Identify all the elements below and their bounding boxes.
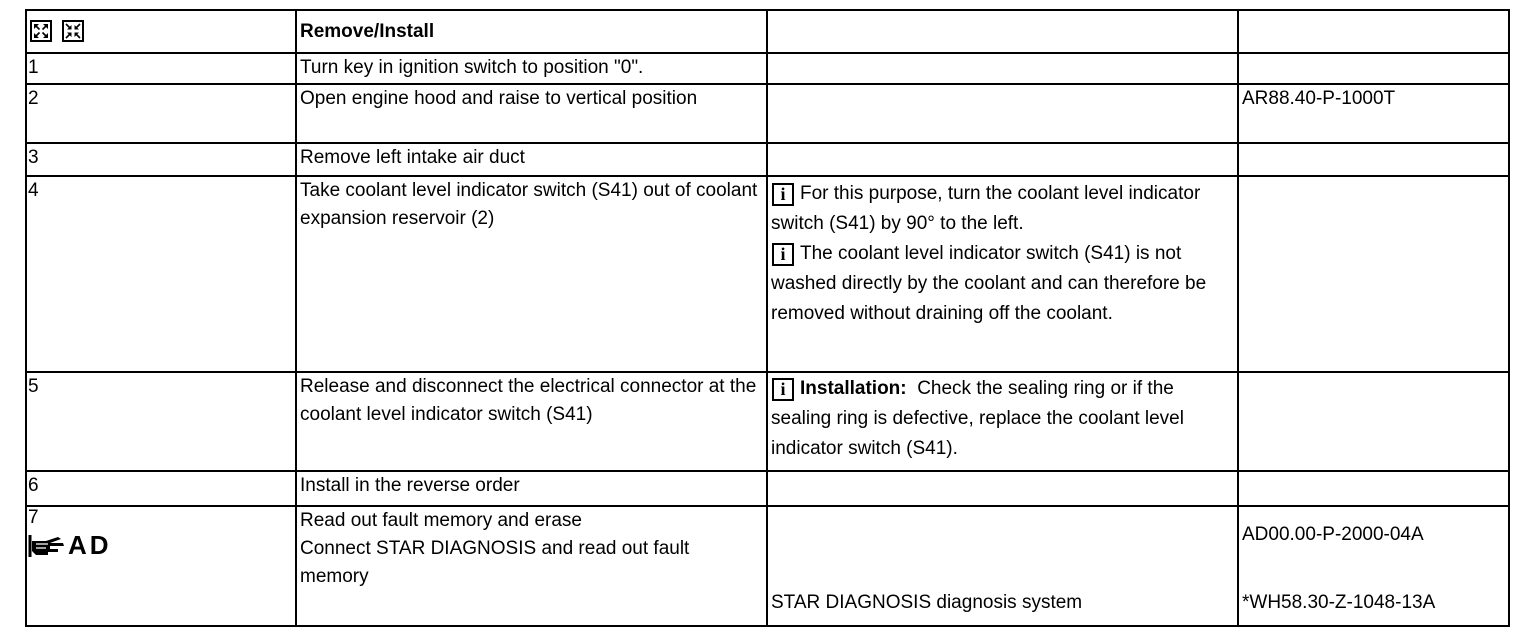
step-notes bbox=[767, 506, 1238, 626]
note-text: STAR DIAGNOSIS diagnosis system bbox=[771, 592, 1083, 613]
header-icons-cell bbox=[26, 10, 296, 53]
reference-link[interactable]: *WH58.30-Z-1048-13A bbox=[1242, 592, 1436, 613]
header-title: Remove/Install bbox=[296, 10, 767, 53]
header-refs-cell bbox=[1238, 10, 1509, 53]
step-refs bbox=[1238, 506, 1509, 626]
step-number: 3 bbox=[26, 143, 296, 176]
step-number: 6 bbox=[26, 471, 296, 506]
step-refs bbox=[1238, 471, 1509, 506]
step-number-cell bbox=[26, 506, 296, 626]
note-paragraph bbox=[771, 239, 1233, 329]
note-paragraph bbox=[771, 179, 1233, 239]
step-number: 1 bbox=[26, 53, 296, 84]
step-notes bbox=[767, 176, 1238, 372]
step-refs bbox=[1238, 53, 1509, 84]
table-row bbox=[26, 143, 1509, 176]
table-row bbox=[26, 372, 1509, 471]
note-label: Installation: bbox=[800, 378, 907, 399]
step-refs bbox=[1238, 143, 1509, 176]
step-notes bbox=[767, 372, 1238, 471]
note-text: Check the sealing ring or if the sealing ring is defective, replace the coolant level indicator switch (S41). bbox=[771, 378, 1184, 459]
reference-link[interactable]: AD00.00-P-2000-04A bbox=[1242, 524, 1424, 545]
step-action: Install in the reverse order bbox=[296, 471, 767, 506]
step-action bbox=[296, 506, 767, 626]
step-notes bbox=[767, 53, 1238, 84]
step-notes bbox=[767, 143, 1238, 176]
step-action: Take coolant level indicator switch (S41) out of coolant expansion reservoir (2) bbox=[296, 176, 767, 372]
pointing-hand-icon bbox=[28, 531, 66, 559]
step-action: Open engine hood and raise to vertical position bbox=[296, 84, 767, 143]
step-refs bbox=[1238, 372, 1509, 471]
ad-badge[interactable] bbox=[28, 531, 291, 559]
step-refs bbox=[1238, 176, 1509, 372]
step-number: 4 bbox=[26, 176, 296, 372]
info-icon: i bbox=[772, 243, 794, 266]
table-row bbox=[26, 84, 1509, 143]
step-action: Release and disconnect the electrical connector at the coolant level indicator switch (S41) bbox=[296, 372, 767, 471]
step-action: Turn key in ignition switch to position "0". bbox=[296, 53, 767, 84]
ad-badge-text: AD bbox=[68, 530, 112, 560]
expand-icon[interactable] bbox=[30, 20, 52, 42]
step-notes bbox=[767, 471, 1238, 506]
info-icon: i bbox=[772, 183, 794, 206]
note-text: For this purpose, turn the coolant level indicator switch (S41) by 90° to the left. bbox=[771, 183, 1201, 234]
info-icon: i bbox=[772, 378, 794, 401]
action-line: Read out fault memory and erase bbox=[300, 510, 582, 531]
table-header-row bbox=[26, 10, 1509, 53]
table-row bbox=[26, 471, 1509, 506]
procedure-table bbox=[25, 9, 1510, 627]
step-refs bbox=[1238, 84, 1509, 143]
step-number: 2 bbox=[26, 84, 296, 143]
collapse-icon[interactable] bbox=[62, 20, 84, 42]
table-row bbox=[26, 506, 1509, 626]
header-notes-cell bbox=[767, 10, 1238, 53]
note-paragraph bbox=[771, 374, 1233, 464]
step-number: 7 bbox=[28, 507, 39, 528]
step-number: 5 bbox=[26, 372, 296, 471]
reference-link[interactable]: AR88.40-P-1000T bbox=[1242, 88, 1396, 109]
step-action: Remove left intake air duct bbox=[296, 143, 767, 176]
procedure-sheet bbox=[25, 9, 1508, 626]
table-row bbox=[26, 53, 1509, 84]
note-text: The coolant level indicator switch (S41) is not washed directly by the coolant and can therefore be removed without draining off the coolant. bbox=[771, 243, 1207, 324]
table-row bbox=[26, 176, 1509, 372]
action-line: Connect STAR DIAGNOSIS and read out fault memory bbox=[300, 538, 690, 587]
step-notes bbox=[767, 84, 1238, 143]
